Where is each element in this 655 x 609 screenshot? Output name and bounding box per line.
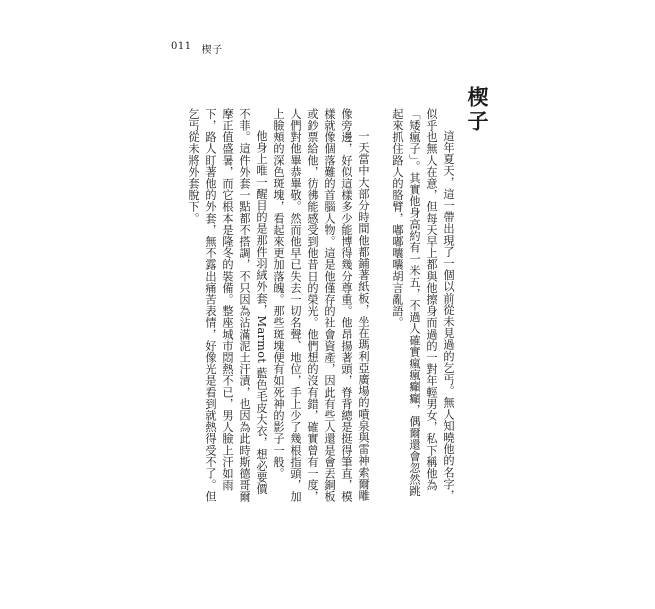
running-head-section: 楔子 (201, 45, 223, 56)
body-text (185, 108, 457, 506)
paragraph: 這年夏天，這一帶出現了一個以前從未見過的乞丐。無人知曉他的名字，似乎也無人在意，但每天早上都與他擦身而過的一對年輕男女，私下稱他為「矮瘋子」。其實他身高約有一米五，不過人確實瘋瘋癲癲，偶爾還會忽然跳起來抓住路人的胳臂，嘟嘟囔囔胡言亂語。 (391, 108, 455, 502)
page-number: 011 (171, 41, 192, 52)
chapter-title: 楔子 (465, 86, 490, 134)
running-head (171, 41, 223, 56)
paragraph: 一天當中大部分時間他都鋪著紙板，坐在瑪利亞廣場的噴泉與雷神索爾雕像旁邊，好似這樣多少能博得幾分尊重。他昂揚著頭，脊背總是挺得筆直，模樣就像個落難的首腦人物。這是他僅存的社會資產，因此有些人還是會丟銅板或鈔票給他，彷彿能感受到他昔日的榮光。他們想的沒有錯，確實曾有一度，人們對他畢恭畢敬。然而他早已失去一切名聲、地位，手上少了幾根指頭，加上臉頰的深色斑塊，看起來更加落魄。那些斑塊便有如死神的影子一般。 (272, 108, 370, 503)
paragraph: 他身上唯一醒目的是那件羽絨外套，Marmot 藍色毛皮大衣，想必要價不菲。這件外套一點都不搭調，不只因為沾滿泥土汗漬，也因為此時斯德哥爾摩正值盛暑，而它根本是隆冬的裝備。整座城市悶熱不已，男人臉上汗如雨下，路人盯著他的外套，無不露出痛苦表情，好像光是看到就熱得受不了。但乞丐從未將外套脫下。 (187, 108, 268, 503)
